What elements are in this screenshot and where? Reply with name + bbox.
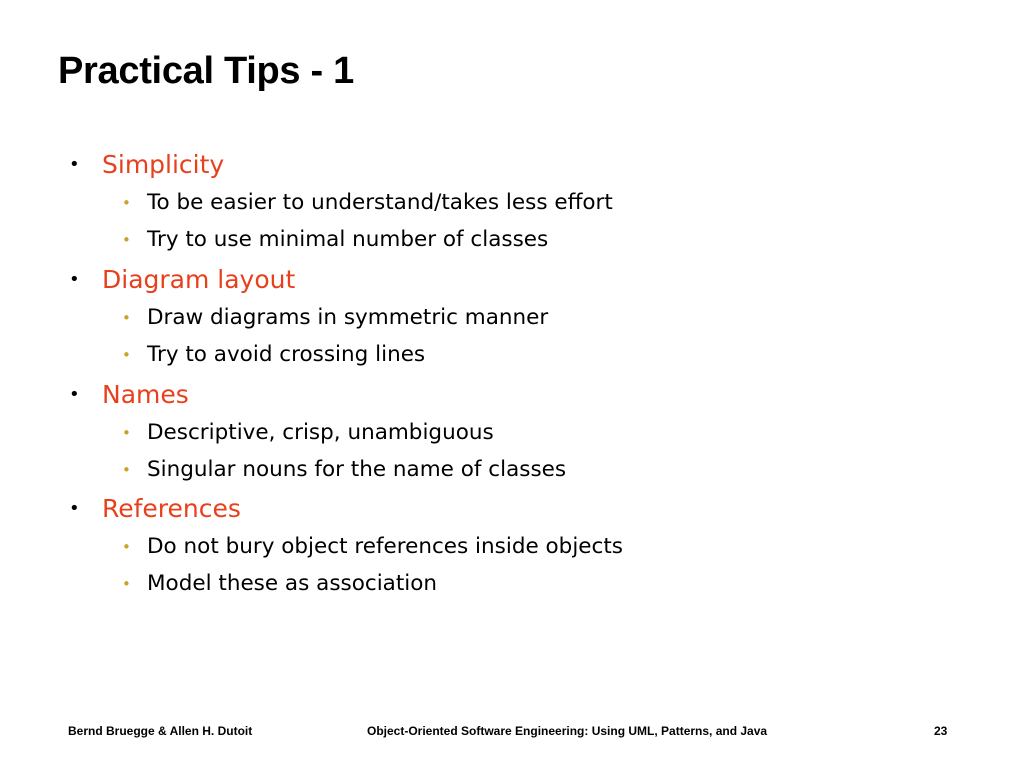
- sub-bullet-dot-icon: •: [122, 424, 131, 442]
- sub-bullet: [122, 533, 623, 561]
- sub-bullet-text: Draw diagrams in symmetric manner: [147, 305, 549, 330]
- sub-bullet: [122, 456, 567, 484]
- sub-bullet: [122, 189, 613, 217]
- sub-bullet-dot-icon: •: [122, 575, 131, 593]
- bullet-dot-icon: •: [69, 154, 80, 175]
- slide-title: Practical Tips - 1: [58, 50, 354, 92]
- bullet-dot-icon: •: [69, 269, 80, 290]
- bullet-dot-icon: •: [69, 384, 80, 405]
- bullet-heading-text: Diagram layout: [102, 265, 296, 294]
- footer-page-number: 23: [934, 724, 948, 738]
- bullet-heading-text: References: [102, 494, 241, 523]
- sub-bullet-text: Try to use minimal number of classes: [147, 227, 549, 252]
- bullet-heading-text: Names: [102, 380, 189, 409]
- sub-bullet: [122, 304, 549, 332]
- bullet-heading-diagram-layout: [69, 264, 296, 296]
- sub-bullet-text: Try to avoid crossing lines: [147, 342, 426, 367]
- sub-bullet-dot-icon: •: [122, 194, 131, 212]
- bullet-heading-names: [69, 379, 189, 411]
- sub-bullet-text: Do not bury object references inside objects: [147, 534, 623, 559]
- bullet-heading-text: Simplicity: [102, 150, 225, 179]
- bullet-dot-icon: •: [69, 498, 80, 519]
- sub-bullet-dot-icon: •: [122, 461, 131, 479]
- footer-authors: Bernd Bruegge & Allen H. Dutoit: [68, 724, 253, 738]
- sub-bullet-dot-icon: •: [122, 346, 131, 364]
- sub-bullet: [122, 419, 494, 447]
- sub-bullet-text: Singular nouns for the name of classes: [147, 457, 567, 482]
- sub-bullet-dot-icon: •: [122, 538, 131, 556]
- bullet-heading-simplicity: [69, 149, 225, 181]
- sub-bullet-dot-icon: •: [122, 309, 131, 327]
- sub-bullet-dot-icon: •: [122, 231, 131, 249]
- bullet-heading-references: [69, 493, 241, 525]
- sub-bullet-text: Descriptive, crisp, unambiguous: [147, 420, 494, 445]
- sub-bullet: [122, 226, 549, 254]
- sub-bullet-text: To be easier to understand/takes less effort: [147, 190, 613, 215]
- footer-book-title: Object-Oriented Software Engineering: Using UML, Patterns, and Java: [367, 724, 768, 738]
- sub-bullet: [122, 341, 426, 369]
- sub-bullet: [122, 570, 438, 598]
- sub-bullet-text: Model these as association: [147, 571, 438, 596]
